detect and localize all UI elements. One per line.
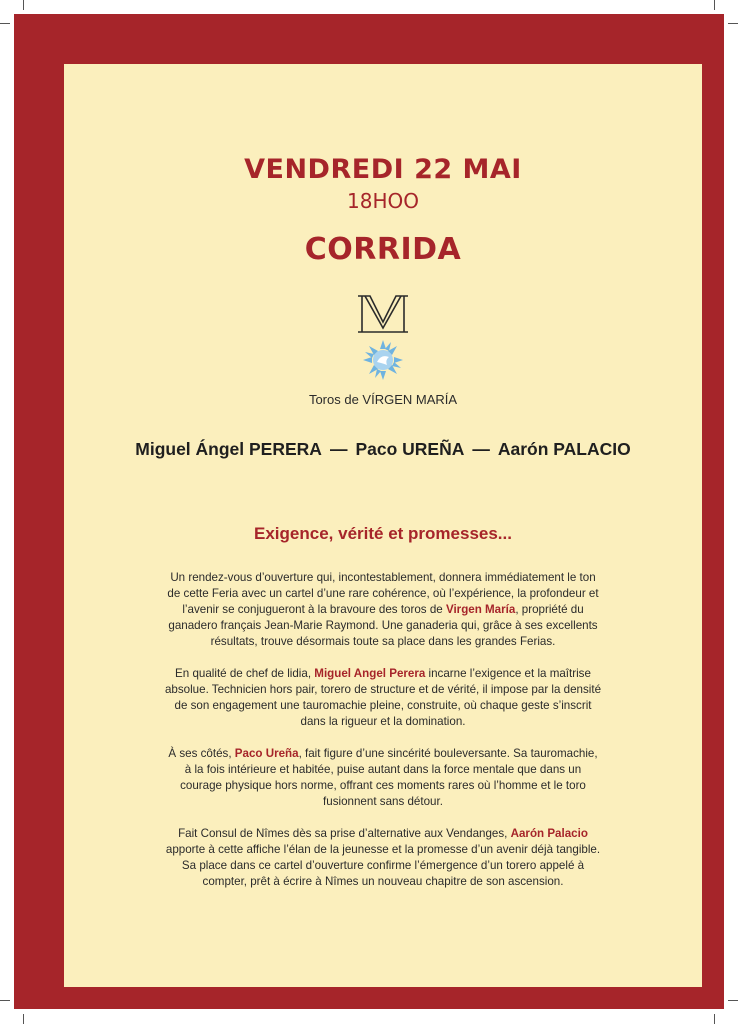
paragraph: Fait Consul de Nîmes dès sa prise d’alternative aux Vendanges, Aarón Palacio apporte à cette affiche l’élan de la jeunesse et la promesse d’un avenir déjà tangible. Sa place dans ce cartel d’ouverture confirme l’émergence d’un torero appelé à compter, prêt à écrire à Nîmes un nouveau chapitre de son ascension. (165, 827, 601, 888)
highlight-name: Aarón Palacio (510, 827, 588, 840)
highlight-name: Virgen María (445, 603, 516, 616)
event-time: 18HOO (347, 189, 419, 213)
paragraph: En qualité de chef de lidia, Miguel Angel Perera incarne l’exigence et la maîtrise absolue. Technicien hors pair, torero de structure et de vérité, il impose par la densité de son engagement une tauromachie pleine, construite, où chaque geste s’inscrit dans la rigueur et la domination. (164, 667, 602, 728)
event-title: CORRIDA (304, 232, 462, 267)
crop-mark-bottom-right (714, 1014, 715, 1024)
separator: — (472, 439, 490, 459)
crop-mark-bottom-right-h (728, 1000, 738, 1001)
paragraph: À ses côtés, Paco Ureña, fait figure d’une sincérité bouleversante. Sa tauromachie, à la fois intérieure et habitée, puise autant dans la force mentale que dans un courage physique hors norme, offrant ces moments rares où l’homme et le toro fusionnent sans détour. (168, 747, 598, 808)
toreros-list (64, 439, 702, 460)
poster-paper (64, 64, 702, 987)
description (164, 570, 602, 906)
paragraph: Un rendez-vous d’ouverture qui, incontestablement, donnera immédiatement le ton de cette Feria avec un cartel d’une rare cohérence, où l’expérience, la profondeur et l’avenir se conjugueront à la bravoure des toros de Virgen María, propriété du ganadero français Jean-Marie Raymond. Une ganaderia qui, grâce à ses excellents résultats, trouve désormais toute sa place dans les grandes Ferias. (167, 571, 599, 648)
crop-mark-bottom-left (23, 1014, 24, 1024)
torero-2: Paco UREÑA (355, 439, 465, 459)
highlight-name: Miguel Angel Perera (314, 667, 426, 680)
crop-mark-top-right (714, 0, 715, 10)
crop-mark-bottom-left-h (0, 1000, 10, 1001)
section-subtitle: Exigence, vérité et promesses... (254, 524, 512, 543)
crop-mark-top-left (23, 0, 24, 10)
crop-mark-top-right-h (728, 23, 738, 24)
event-date: VENDREDI 22 MAI (244, 154, 522, 185)
torero-3: Aarón PALACIO (497, 439, 631, 459)
crop-mark-top-left-h (0, 23, 10, 24)
poster-frame (14, 14, 724, 1009)
bulls-ganaderia: Toros de VÍRGEN MARÍA (308, 392, 458, 407)
separator: — (329, 439, 348, 459)
torero-1: Miguel Ángel PERERA (135, 439, 322, 459)
highlight-name: Paco Ureña (234, 747, 299, 760)
ganaderia-logo-icon (356, 292, 410, 384)
